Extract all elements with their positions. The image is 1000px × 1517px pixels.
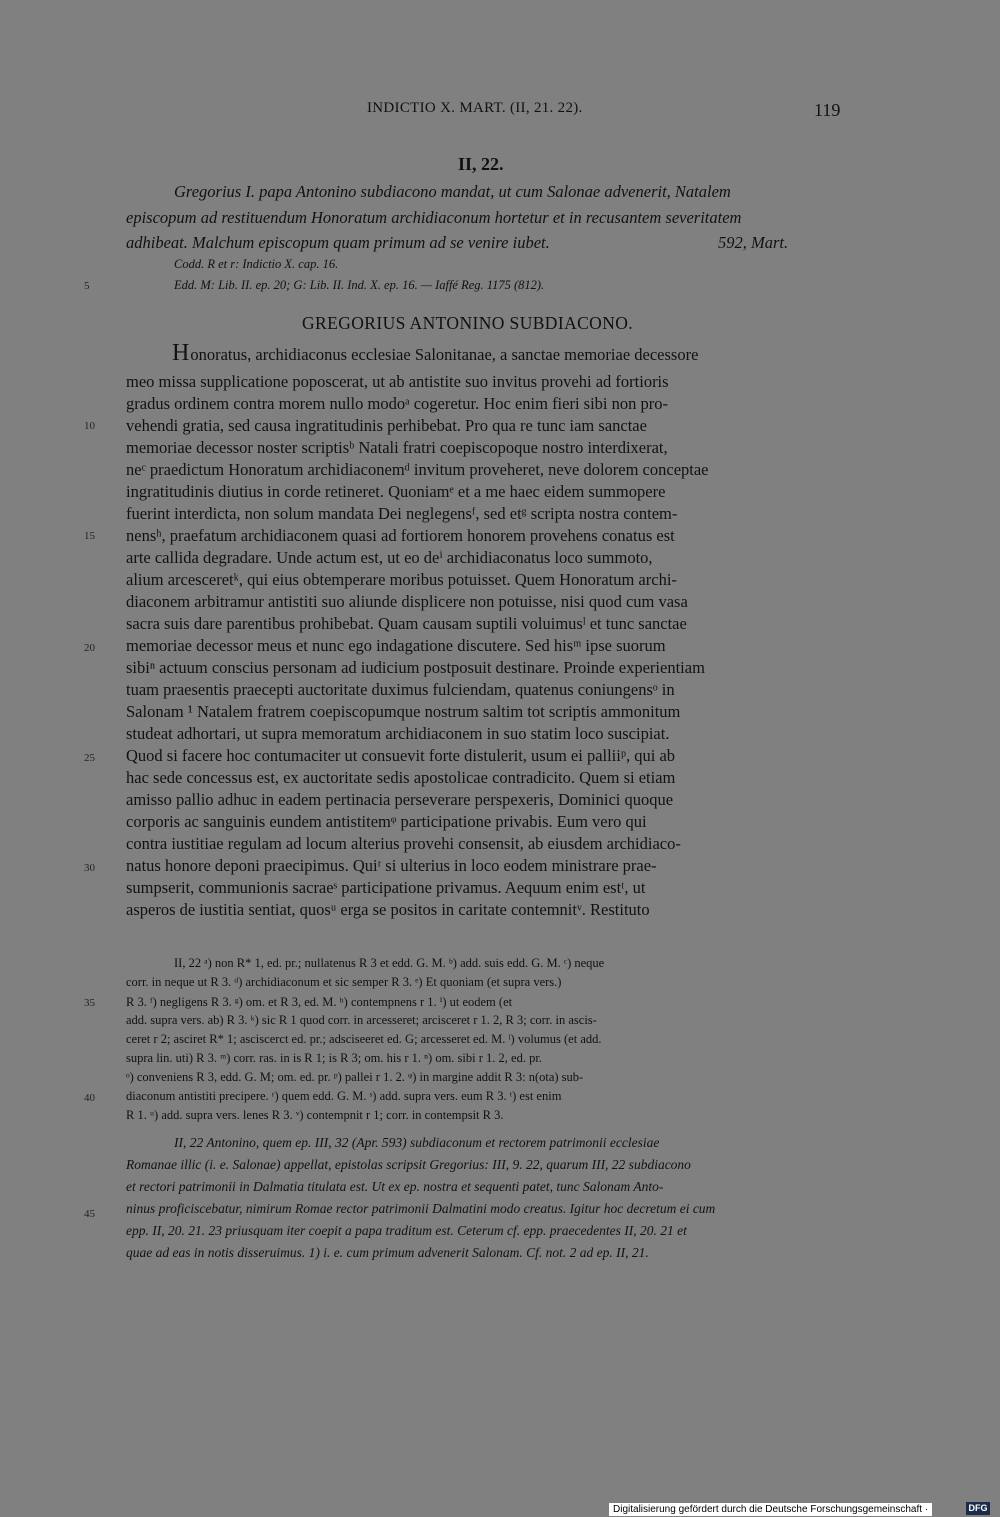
page-number: 119 [814,100,841,120]
apparatus-line: ceret r 2; asciret R* 1; asciscerct ed. pr.; adsciseeret ed. G; arcesseret ed. M. ˡ) volumus (et add. [126,1032,602,1046]
salutation: GREGORIUS ANTONINO SUBDIACONO. [302,313,634,333]
body-line: ingratitudinis diutius in corde retineret. Quoniamᵉ et a me haec eidem summopere [126,482,666,501]
dfg-logo-icon: DFG [966,1502,990,1515]
apparatus-line: corr. in neque ut R 3. ᵈ) archidiaconum et sic semper R 3. ᵉ) Et quoniam (et supra vers.) [126,975,562,989]
body-first-line [172,340,698,367]
body-line: arte callida degradare. Unde actum est, ut eo deⁱ archidiaconatus loco summoto, [126,548,653,567]
editions-line: Edd. M: Lib. II. ep. 20; G: Lib. II. Ind. X. ep. 16. — Iaffé Reg. 1175 (812). [174,278,545,292]
commentary-line: ninus proficiscebatur, nimirum Romae rector patrimonii Dalmatini modo creatus. Igitur hoc decretum ei cum [126,1201,716,1216]
apparatus-line: ᵒ) conveniens R 3, edd. G. M; om. ed. pr. ᵖ) pallei r 1. 2. ᵠ) in margine addit R 3: n(ota) sub- [126,1070,584,1084]
body-line: tuam praesentis praecepti auctoritate duximus fulciendam, quatenus coniungensᵒ in [126,680,675,699]
body-line: amisso pallio adhuc in eadem pertinacia perseverare perspexeris, Dominici quoque [126,790,674,809]
body-line: fuerint interdicta, non solum mandata Dei neglegensᶠ, sed etᵍ scripta nostra contem- [126,504,678,523]
apparatus-line: R 3. ᶠ) negligens R 3. ᵍ) om. et R 3, ed. M. ʰ) contempnens r 1. ⁱ) ut eodem (et [126,995,513,1009]
commentary-line: epp. II, 20. 21. 23 priusquam iter coepit a papa traditum est. Ceterum cf. epp. praecedentes II, 20. 21 et [126,1223,687,1238]
letter-date: 592, Mart. [718,233,789,252]
body-line: sacra suis dare parentibus prohibebat. Quam causam suptili voluimusˡ et tunc sanctae [126,614,687,633]
body-line: Salonam ¹ Natalem fratrem coepiscopumque nostrum saltim tot scriptis ammonitum [126,702,681,721]
line-number: 20 [84,642,95,654]
running-head: INDICTIO X. MART. (II, 21. 22). [367,100,583,116]
body-line: natus honore deponi praecipimus. Quiʳ si ulterius in loco eodem ministrare prae- [126,856,657,875]
commentary-line: Romanae illic (i. e. Salonae) appellat, epistolas scripsit Gregorius: III, 9. 22, quarum III, 22 subdiacono [126,1157,691,1172]
body-line: sibiⁿ actuum conscius personam ad iudicium postposuit destinare. Proinde experientiam [126,658,705,677]
body-line: alium arcesceretᵏ, qui eius obtemperare moribus potuisset. Quem Honoratum archi- [126,570,677,589]
summary-line: adhibeat. Malchum episcopum quam primum ad se venire iubet. [126,233,550,252]
first-line-text: onoratus, archidiaconus ecclesiae Salonitanae, a sanctae memoriae decessore [190,345,699,364]
apparatus-line: II, 22 ᵃ) non R* 1, ed. pr.; nullatenus R 3 et edd. G. M. ᵇ) add. suis edd. G. M. ᶜ) neque [174,956,605,970]
initial-letter: H [172,340,190,366]
line-number: 25 [84,752,95,764]
body-line: gradus ordinem contra morem nullo modoᵃ cogeretur. Hoc enim fieri sibi non pro- [126,394,669,413]
body-line: hac sede concessus est, ex auctoritate sedis apostolicae contradicito. Quem si etiam [126,768,676,787]
body-line: studeat adhortari, ut supra memoratum archidiaconem in suo statim loco suscipiat. [126,724,670,743]
summary-line: Gregorius I. papa Antonino subdiacono mandat, ut cum Salonae advenerit, Natalem [174,182,731,201]
body-line: memoriae decessor meus et nunc ego indagatione discutere. Sed hisᵐ ipse suorum [126,636,666,655]
line-number: 10 [84,420,95,432]
line-number: 30 [84,862,95,874]
line-number: 45 [84,1208,95,1220]
letter-number: II, 22. [458,154,504,174]
body-line: diaconem arbitramur antistiti suo aliunde displicere non potuisse, nisi quod cum vasa [126,592,688,611]
line-number: 5 [84,280,90,292]
apparatus-line: supra lin. uti) R 3. ᵐ) corr. ras. in is R 1; is R 3; om. his r 1. ⁿ) om. sibi r 1. 2, ed. pr. [126,1051,542,1065]
commentary-line: quae ad eas in notis disseruimus. 1) i. e. cum primum advenerit Salonam. Cf. not. 2 ad ep. II, 21. [126,1245,649,1260]
apparatus-line: R 1. ᵘ) add. supra vers. lenes R 3. ᵛ) contempnit r 1; corr. in contempsit R 3. [126,1108,504,1122]
codices-line: Codd. R et r: Indictio X. cap. 16. [174,257,339,271]
body-line: memoriae decessor noster scriptisᵇ Natali fratri coepiscopoque nostro interdixerat, [126,438,668,457]
body-line: nensʰ, praefatum archidiaconem quasi ad fortiorem honorem provehens conatus est [126,526,675,545]
line-number: 15 [84,530,95,542]
apparatus-line: diaconum antistiti precipere. ʳ) quem edd. G. M. ˢ) add. supra vers. eum R 3. ᵗ) est enim [126,1089,562,1103]
body-line: Quod si facere hoc contumaciter ut consuevit forte distulerit, usum ei palliiᵖ, qui ab [126,746,676,765]
digitization-credit: Digitalisierung gefördert durch die Deutsche Forschungsgemeinschaft · [609,1503,932,1516]
body-line: sumpserit, communionis sacraeˢ participatione privamus. Aequum enim estᵗ, ut [126,878,646,897]
line-number: 40 [84,1092,95,1104]
summary-line: episcopum ad restituendum Honoratum archidiaconum hortetur et in recusantem severitatem [126,208,742,227]
commentary-line: II, 22 Antonino, quem ep. III, 32 (Apr. 593) subdiaconum et rectorem patrimonii ecclesiae [174,1135,660,1150]
body-line: neᶜ praedictum Honoratum archidiaconemᵈ invitum proveheret, neve dolorem conceptae [126,460,709,479]
body-line: vehendi gratia, sed causa ingratitudinis perhibebat. Pro qua re tunc iam sanctae [126,416,647,435]
apparatus-line: add. supra vers. ab) R 3. ᵏ) sic R 1 quod corr. in arcesseret; arcisceret r 1. 2, R 3; corr. in ascis- [126,1013,597,1027]
body-line: contra iustitiae regulam ad locum alterius provehi consensit, ab eiusdem archidiaco- [126,834,681,853]
body-line: corporis ac sanguinis eundem antistitemᵠ participatione privabis. Eum vero qui [126,812,647,831]
body-line: meo missa supplicatione poposcerat, ut ab antistite suo invitus provehi ad fortioris [126,372,669,391]
body-line: asperos de iustitia sentiat, quosᵘ erga se positos in caritate contemnitᵛ. Restituto [126,900,650,919]
line-number: 35 [84,997,95,1009]
commentary-line: et rectori patrimonii in Dalmatia titulata est. Ut ex ep. nostra et sequenti patet, tunc Salonam Anto- [126,1179,664,1194]
